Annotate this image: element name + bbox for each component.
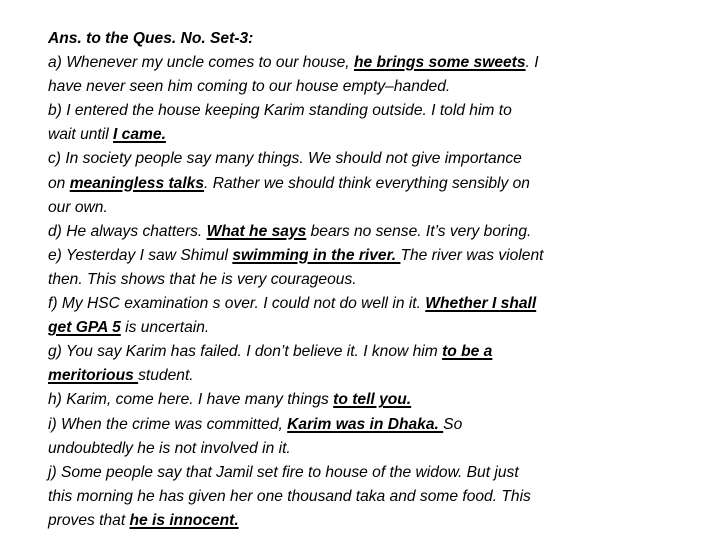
text-line: [48, 461, 713, 485]
underlined-answer: I came.: [113, 126, 166, 144]
text-segment: So: [443, 415, 463, 433]
text-segment: have never seen him coming to our house empty–handed.: [48, 78, 451, 96]
underlined-answer: Whether I shall: [425, 295, 537, 313]
text-segment: bears no sense. It’s very boring.: [306, 222, 532, 240]
text-line: [48, 51, 713, 75]
text-segment: then. This shows that he is very courageous.: [48, 270, 357, 288]
text-segment: b) I entered the house keeping Karim standing outside. I told him to: [48, 102, 512, 120]
text-segment: g) You say Karim has failed. I don’t believe it. I know him: [48, 343, 443, 361]
text-line: [48, 147, 713, 171]
text-segment: a) Whenever my uncle comes to our house,: [48, 54, 354, 72]
text-line: [48, 172, 713, 196]
text-segment: undoubtedly he is not involved in it.: [48, 439, 291, 457]
text-segment: on: [48, 174, 70, 192]
text-segment: d) He always chatters.: [48, 222, 207, 240]
document-body: [48, 27, 713, 533]
text-segment: this morning he has given her one thousand taka and some food. This: [48, 487, 531, 505]
text-line: [48, 292, 713, 316]
text-segment: proves that: [48, 511, 130, 529]
underlined-answer: get GPA 5: [48, 319, 121, 337]
text-segment: h) Karim, come here. I have many things: [48, 391, 334, 409]
underlined-answer: he brings some sweets: [353, 54, 526, 72]
document-title: Ans. to the Ques. No. Set-3:: [48, 30, 254, 47]
underlined-answer: to be a: [442, 343, 493, 361]
text-line: [48, 196, 713, 220]
text-segment: c) In society people say many things. We should not give importance: [48, 150, 522, 168]
text-line: [48, 388, 713, 412]
text-segment: i) When the crime was committed,: [48, 415, 288, 433]
text-line: [48, 437, 713, 461]
text-line: [48, 364, 713, 388]
text-segment: our own.: [48, 198, 108, 216]
underlined-answer: he is innocent.: [129, 511, 239, 529]
text-segment: is uncertain.: [120, 319, 210, 337]
text-line: [48, 509, 713, 533]
text-segment: wait until: [48, 126, 114, 144]
text-line: [48, 99, 713, 123]
underlined-answer: meritorious: [48, 367, 139, 385]
underlined-answer: What he says: [206, 222, 307, 240]
text-segment: student.: [138, 367, 194, 385]
text-segment: f) My HSC examination s over. I could not do well in it.: [48, 295, 426, 313]
text-segment: e) Yesterday I saw Shimul: [48, 246, 233, 264]
text-line: [48, 123, 713, 147]
text-line: [48, 268, 713, 292]
text-line: [48, 244, 713, 268]
answer-lines: [48, 51, 713, 533]
text-line: [48, 316, 713, 340]
underlined-answer: swimming in the river.: [232, 246, 401, 264]
text-segment: The river was violent: [400, 246, 544, 264]
underlined-answer: Karim was in Dhaka.: [287, 415, 444, 433]
text-segment: . I: [525, 54, 539, 72]
text-line: [48, 220, 713, 244]
text-line: [48, 485, 713, 509]
text-line: [48, 75, 713, 99]
text-line: [48, 413, 713, 437]
underlined-answer: to tell you.: [333, 391, 412, 409]
text-line: [48, 340, 713, 364]
text-segment: j) Some people say that Jamil set fire to house of the widow. But just: [48, 463, 519, 481]
underlined-answer: meaningless talks: [69, 174, 205, 192]
text-segment: . Rather we should think everything sensibly on: [204, 174, 530, 192]
